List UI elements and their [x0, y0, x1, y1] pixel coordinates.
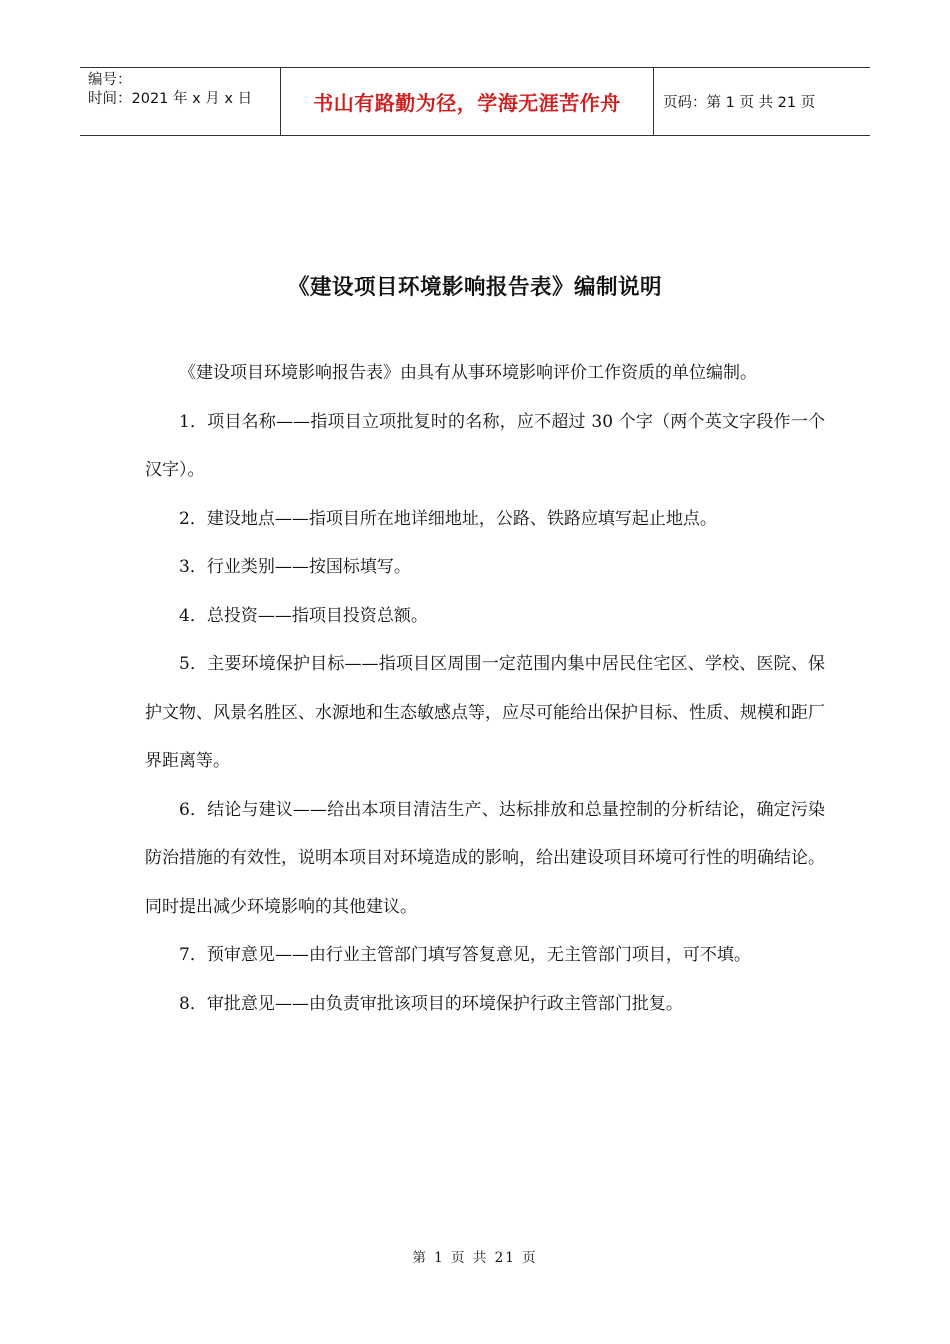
header-motto: 书山有路勤为径，学海无涯苦作舟 [281, 68, 654, 135]
document-number-label: 编号： [88, 72, 132, 88]
document-body [145, 349, 825, 1028]
item-preliminary-review: 7．预审意见——由行业主管部门填写答复意见，无主管部门项目，可不填。 [179, 945, 751, 965]
item-conclusions: 6．结论与建议——给出本项目清洁生产、达标排放和总量控制的分析结论，确定污染防治措施的有效性，说明本项目对环境造成的影响，给出建设项目环境可行性的明确结论。同时提出减少环境影响的其他建议。 [145, 799, 825, 917]
header-meta-cell [80, 68, 281, 135]
intro-paragraph: 《建设项目环境影响报告表》由具有从事环境影响评价工作资质的单位编制。 [179, 363, 757, 383]
item-protection-targets: 5．主要环境保护目标——指项目区周围一定范围内集中居民住宅区、学校、医院、保护文物、风景名胜区、水源地和生态敏感点等，应尽可能给出保护目标、性质、规模和距厂界距离等。 [145, 654, 825, 771]
item-approval-opinion: 8．审批意见——由负责审批该项目的环境保护行政主管部门批复。 [179, 993, 683, 1014]
item-industry-category: 3．行业类别——按国标填写。 [179, 557, 411, 577]
item-total-investment: 4．总投资——指项目投资总额。 [179, 605, 428, 626]
item-construction-site: 2．建设地点——指项目所在地详细地址，公路、铁路应填写起止地点。 [179, 508, 717, 529]
item-project-name: 1．项目名称——指项目立项批复时的名称，应不超过 30 个字（两个英文字段作一个汉字）。 [145, 411, 825, 480]
document-time-label: 时间：2021 年 x 月 x 日 [88, 91, 253, 107]
document-title: 《建设项目环境影响报告表》编制说明 [287, 275, 662, 300]
header-page-info: 页码：第 1 页 共 21 页 [663, 95, 816, 111]
page-footer: 第 1 页 共 21 页 [412, 1250, 538, 1266]
header-table [80, 67, 870, 136]
